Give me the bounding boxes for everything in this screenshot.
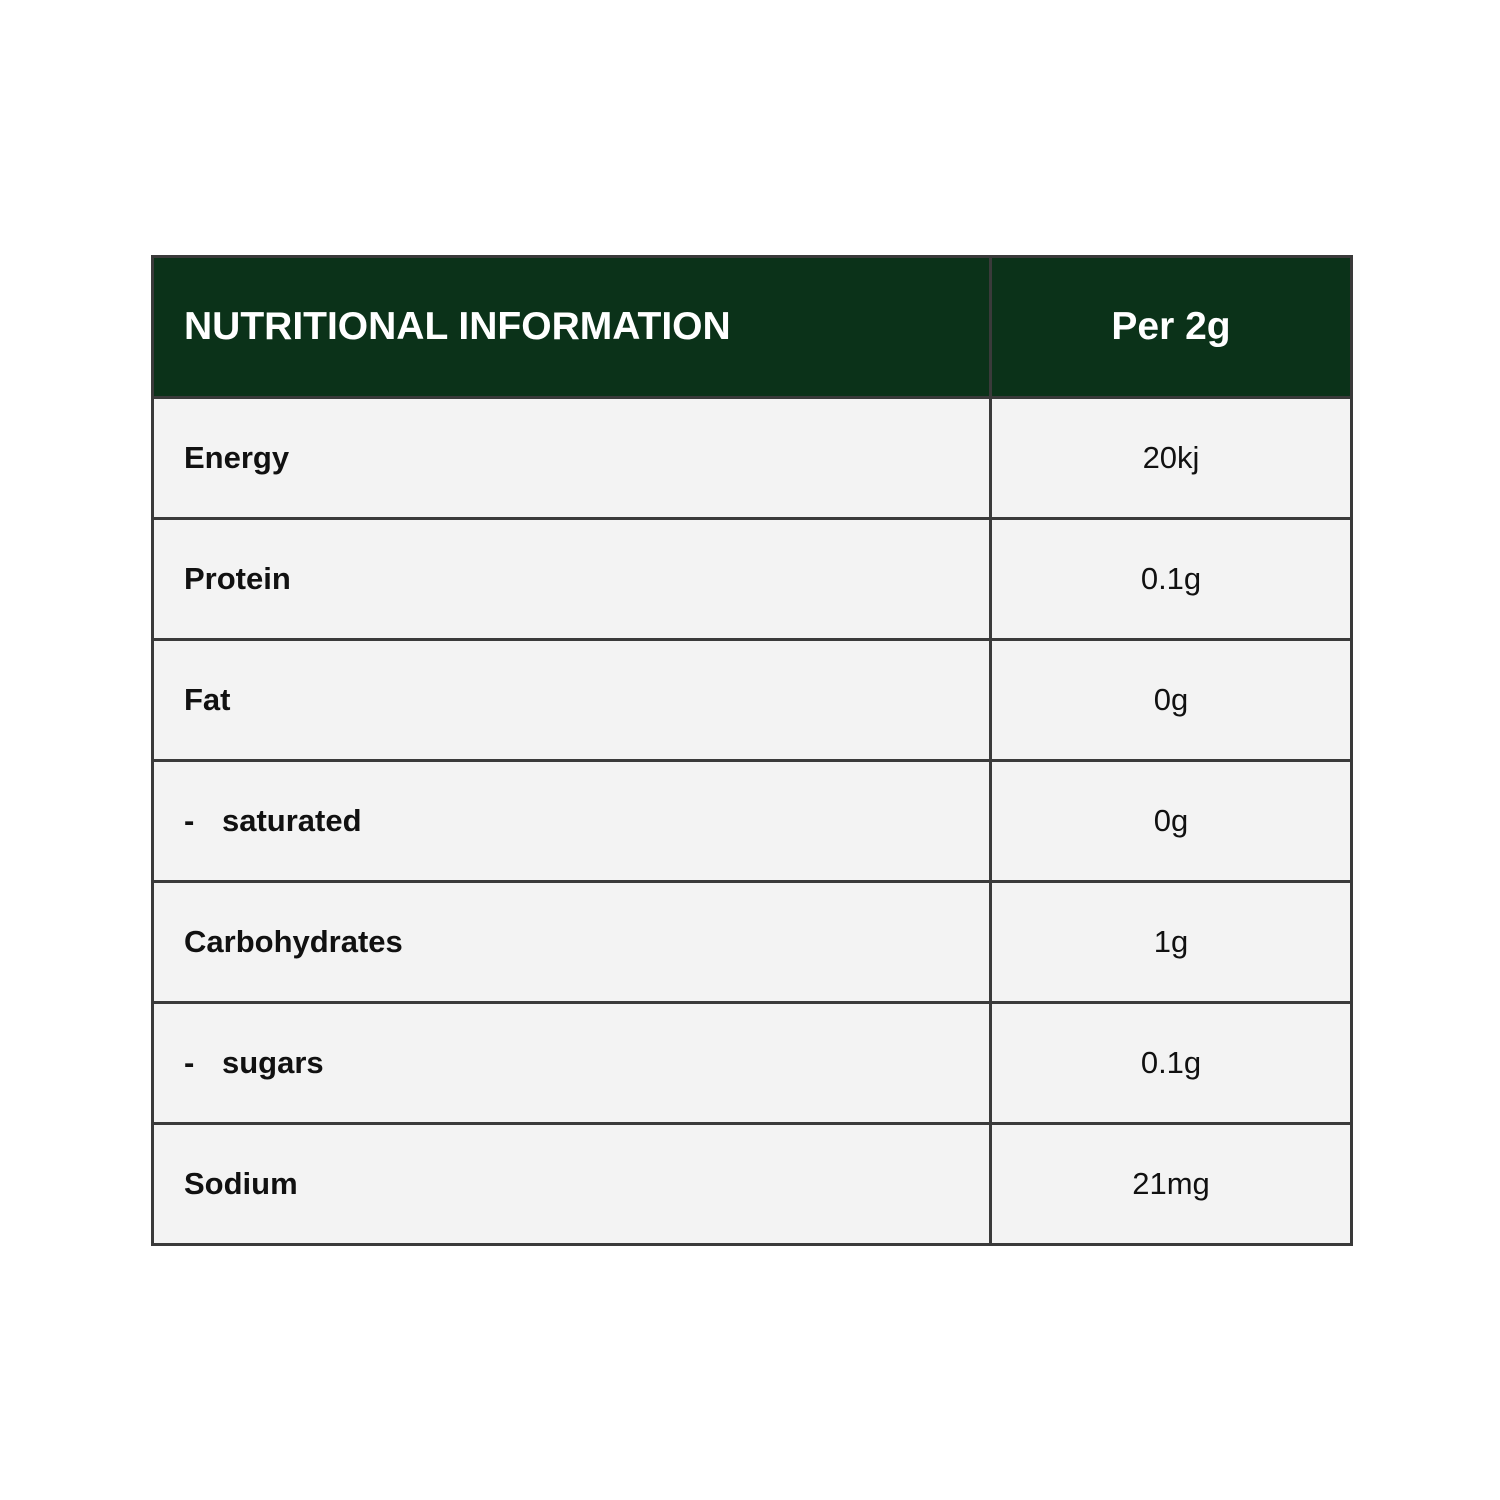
row-label — [153, 1124, 991, 1245]
header-label: NUTRITIONAL INFORMATION — [153, 257, 991, 398]
nutrient-name: Sodium — [184, 1166, 298, 1201]
table-row — [153, 761, 1352, 882]
row-prefix: - — [184, 1045, 195, 1080]
nutrient-value: 20kj — [991, 398, 1352, 519]
row-label — [153, 761, 991, 882]
row-label — [153, 398, 991, 519]
table-row — [153, 640, 1352, 761]
nutrient-value: 0g — [991, 761, 1352, 882]
nutrient-value: 0.1g — [991, 519, 1352, 640]
table-header — [153, 257, 1352, 398]
row-label — [153, 640, 991, 761]
table-row — [153, 398, 1352, 519]
nutrient-value: 0g — [991, 640, 1352, 761]
nutrient-name: Carbohydrates — [184, 924, 403, 959]
header-serving: Per 2g — [991, 257, 1352, 398]
nutrition-table — [151, 255, 1353, 1246]
nutrient-name: Energy — [184, 440, 290, 475]
nutrient-name: sugars — [222, 1045, 324, 1080]
table-row — [153, 882, 1352, 1003]
nutrient-name: Protein — [184, 561, 291, 596]
table-row — [153, 519, 1352, 640]
header-row — [153, 257, 1352, 398]
nutrient-value: 0.1g — [991, 1003, 1352, 1124]
row-prefix: - — [184, 803, 195, 838]
table-row — [153, 1124, 1352, 1245]
nutrient-name: saturated — [222, 803, 362, 838]
nutrient-value: 21mg — [991, 1124, 1352, 1245]
row-label — [153, 1003, 991, 1124]
table-body — [153, 398, 1352, 1245]
row-label — [153, 882, 991, 1003]
row-label — [153, 519, 991, 640]
nutrient-value: 1g — [991, 882, 1352, 1003]
nutrient-name: Fat — [184, 682, 231, 717]
table-row — [153, 1003, 1352, 1124]
